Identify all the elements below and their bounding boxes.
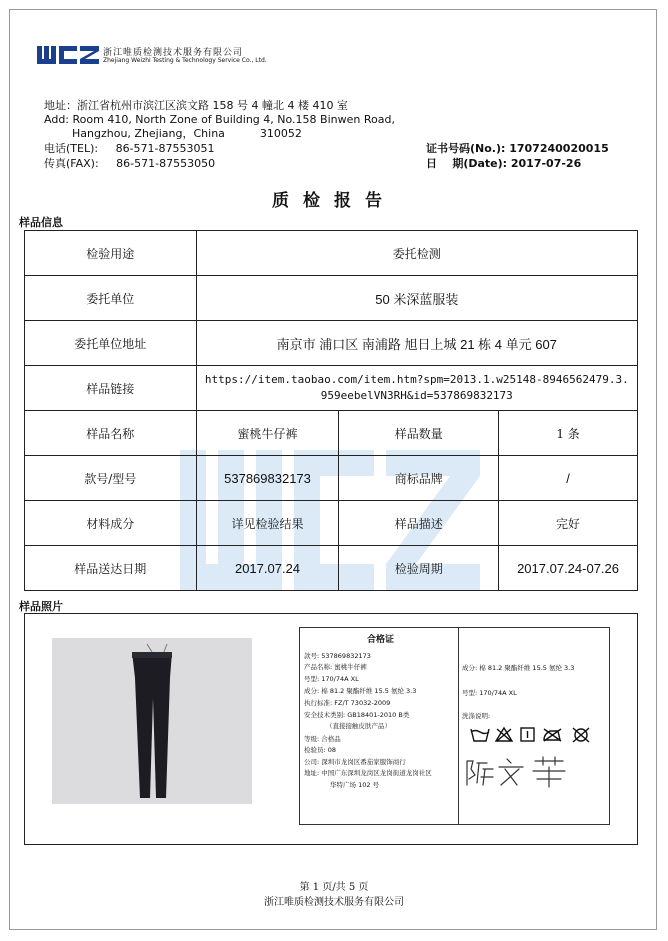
cell-label: 样品数量: [339, 411, 499, 456]
section-sample-info: 样品信息: [19, 216, 63, 229]
cert-wash-label: 洗涤说明:: [462, 712, 491, 720]
cell-value: 蜜桃牛仔裤: [196, 411, 339, 456]
table-row: [25, 456, 638, 501]
certificate-title: 合格证: [367, 635, 395, 645]
table-row: [25, 411, 638, 456]
wash-tub-icon: [471, 729, 489, 741]
no-bleach-icon: [496, 728, 512, 741]
fax: 传真(FAX): 86-571-87553050: [44, 157, 216, 170]
certificate-number: 证书号码(No.): 1707240020015: [426, 142, 609, 155]
sample-photo: [52, 638, 252, 804]
section-sample-photo: 样品照片: [19, 600, 63, 613]
cert-left-line: 华特广场 102 号: [330, 781, 380, 789]
company-name-cn: 浙江唯质检测技术服务有限公司: [103, 48, 244, 58]
cell-label: 委托单位: [25, 276, 197, 321]
cert-left-line: 公司: 深圳市龙岗区番茄家服饰商行: [304, 758, 406, 766]
table-row: [25, 366, 638, 411]
cert-left-line: 地址: 中国广东深圳龙岗区龙岗街道龙岗社区: [304, 769, 432, 777]
cert-left-line: 执行标准: FZ/T 73032-2009: [304, 699, 391, 707]
cell-value: 完好: [499, 501, 638, 546]
cert-left-line: 等级: 合格品: [304, 735, 341, 743]
signature: [463, 755, 573, 790]
no-dry-clean-icon: [573, 728, 589, 742]
address-cn: 地址：浙江省杭州市滨江区滨文路 158 号 4 幢北 4 楼 410 室: [44, 99, 348, 112]
cell-label: 检验周期: [339, 546, 499, 591]
table-row: [25, 546, 638, 591]
report-date: 日 期(Date): 2017-07-26: [426, 157, 582, 170]
care-symbols: [470, 726, 600, 744]
sample-info-table: [24, 230, 638, 591]
cell-label: 样品描述: [339, 501, 499, 546]
cell-value: 详见检验结果: [196, 501, 339, 546]
cell-value: 委托检测: [196, 231, 637, 276]
cert-left-line: 号型: 170/74A XL: [304, 675, 359, 683]
sample-link-line2: 959eebelVN3RH&id=537869832173: [320, 389, 513, 402]
cert-right-composition: 成分: 棉 81.2 聚酯纤维 15.5 氨纶 3.3: [462, 664, 575, 672]
certificate-divider: [458, 627, 459, 825]
cell-label: 委托单位地址: [25, 321, 197, 366]
cell-label: 款号/型号: [25, 456, 197, 501]
address-en-line2: Hangzhou, Zhejiang，China 310052: [72, 127, 302, 140]
cell-label: 检验用途: [25, 231, 197, 276]
cell-label: 样品送达日期: [25, 546, 197, 591]
cell-label: 样品链接: [25, 366, 197, 411]
tumble-dry-icon: [521, 728, 534, 741]
page-number: 第 1 页/共 5 页: [299, 882, 369, 893]
cell-value: 537869832173: [196, 456, 339, 501]
cell-label: 材料成分: [25, 501, 197, 546]
cert-right-size: 号型: 170/74A XL: [462, 689, 517, 697]
cell-value: 2017.07.24: [196, 546, 339, 591]
company-logo: [37, 44, 99, 66]
cert-left-line: 款号: 537869832173: [304, 652, 371, 660]
sample-link: [196, 366, 637, 411]
jeans-image: [52, 638, 252, 804]
report-title: 质检报告: [272, 191, 396, 211]
table-row: [25, 231, 638, 276]
cell-label: 样品名称: [25, 411, 197, 456]
cert-left-line: （直接接触皮肤产品）: [326, 722, 391, 730]
cell-value: 南京市 浦口区 南浦路 旭日上城 21 栋 4 单元 607: [196, 321, 637, 366]
cert-left-line: 安全技术类别: GB18401-2010 B类: [304, 711, 410, 719]
cert-left-line: 产品名称: 蜜桃牛仔裤: [304, 663, 367, 671]
cell-value: 50 米深蓝服装: [196, 276, 637, 321]
company-name-en: Zhejiang Weizhi Testing & Technology Service Co., Ltd.: [103, 57, 267, 64]
cell-label: 商标品牌: [339, 456, 499, 501]
table-row: [25, 276, 638, 321]
table-row: [25, 501, 638, 546]
address-en-line1: Add: Room 410, North Zone of Building 4, No.158 Binwen Road,: [44, 113, 395, 126]
cert-left-line: 成分: 棉 81.2 聚酯纤维 15.5 氨纶 3.3: [304, 687, 417, 695]
tel: 电话(TEL): 86-571-87553051: [44, 142, 215, 155]
cert-left-line: 检验员: 08: [304, 746, 337, 754]
no-iron-icon: [544, 729, 561, 741]
cell-value: 1 条: [499, 411, 638, 456]
footer-company: 浙江唯质检测技术服务有限公司: [264, 897, 404, 908]
sample-link-line1: https://item.taobao.com/item.htm?spm=2013.1.w25148-8946562479.3.: [204, 373, 629, 386]
cell-value: 2017.07.24-07.26: [499, 546, 638, 591]
cell-value: /: [499, 456, 638, 501]
table-row: [25, 321, 638, 366]
